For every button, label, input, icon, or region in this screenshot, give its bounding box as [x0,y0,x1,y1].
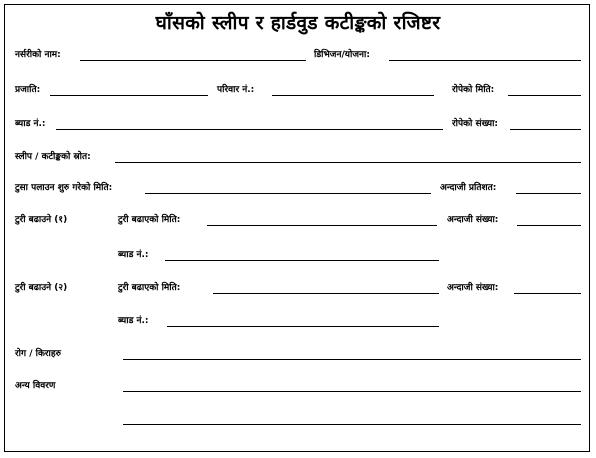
other-details-field-2[interactable] [123,424,581,425]
estimated-count-1-label: अन्दाजी संख्या: [447,215,499,225]
district-project-label: डिभिजन/योजना: [314,50,370,60]
other-details-label: अन्य विवरण [15,381,56,391]
growth-start-date-label: टुसा पलाउन शुरु गरेको मिति: [15,183,113,193]
planted-count-label: रोपेको संख्या: [452,119,498,129]
transfer-date-2-field[interactable] [213,293,439,294]
estimated-percent-label: अन्दाजी प्रतिशत: [440,183,497,193]
planted-count-field[interactable] [510,129,581,130]
disease-pest-label: रोग / किराहरु [15,349,62,359]
estimated-percent-field[interactable] [516,193,581,194]
bed-no-label: ब्याड नं.: [15,119,46,129]
estimated-count-2-label: अन्दाजी संख्या: [447,283,499,293]
bed-no-field[interactable] [56,129,443,130]
transfer-date-2-label: टुरी बढाएको मिति: [118,283,181,293]
nursery-name-label: नर्सरीको नाम: [15,50,61,60]
bed-no-2-label: ब्याड नं.: [118,316,149,326]
form-title: घाँसको स्लीप र हार्डवुड कटीङ्कको रजिष्टर [155,12,441,34]
transfer-date-1-field[interactable] [207,225,437,226]
species-label: प्रजाति: [15,85,41,95]
estimated-count-2-field[interactable] [514,293,581,294]
planting-date-field[interactable] [508,95,581,96]
transfer-date-1-label: टुरी बढाएको मिति: [118,215,181,225]
district-project-field[interactable] [389,60,581,61]
bed-no-1-label: ब्याड नं.: [118,250,149,260]
bed-no-1-field[interactable] [165,260,439,261]
estimated-count-1-field[interactable] [517,225,581,226]
transfer-2-label: टुरी बढाउने (२) [15,283,68,293]
nursery-name-field[interactable] [80,60,306,61]
species-field[interactable] [50,95,208,96]
disease-pest-field[interactable] [123,359,581,360]
slip-cutting-source-label: स्लीप / कटीङ्कको स्रोत: [15,152,91,162]
family-no-field[interactable] [272,95,434,96]
planting-date-label: रोपेको मिति: [452,85,495,95]
slip-cutting-source-field[interactable] [115,162,581,163]
transfer-1-label: टुरी बढाउने (१) [15,215,68,225]
family-no-label: परिवार नं.: [217,85,255,95]
other-details-field-1[interactable] [123,391,581,392]
form-border [4,4,590,452]
bed-no-2-field[interactable] [167,326,439,327]
growth-start-date-field[interactable] [145,193,431,194]
